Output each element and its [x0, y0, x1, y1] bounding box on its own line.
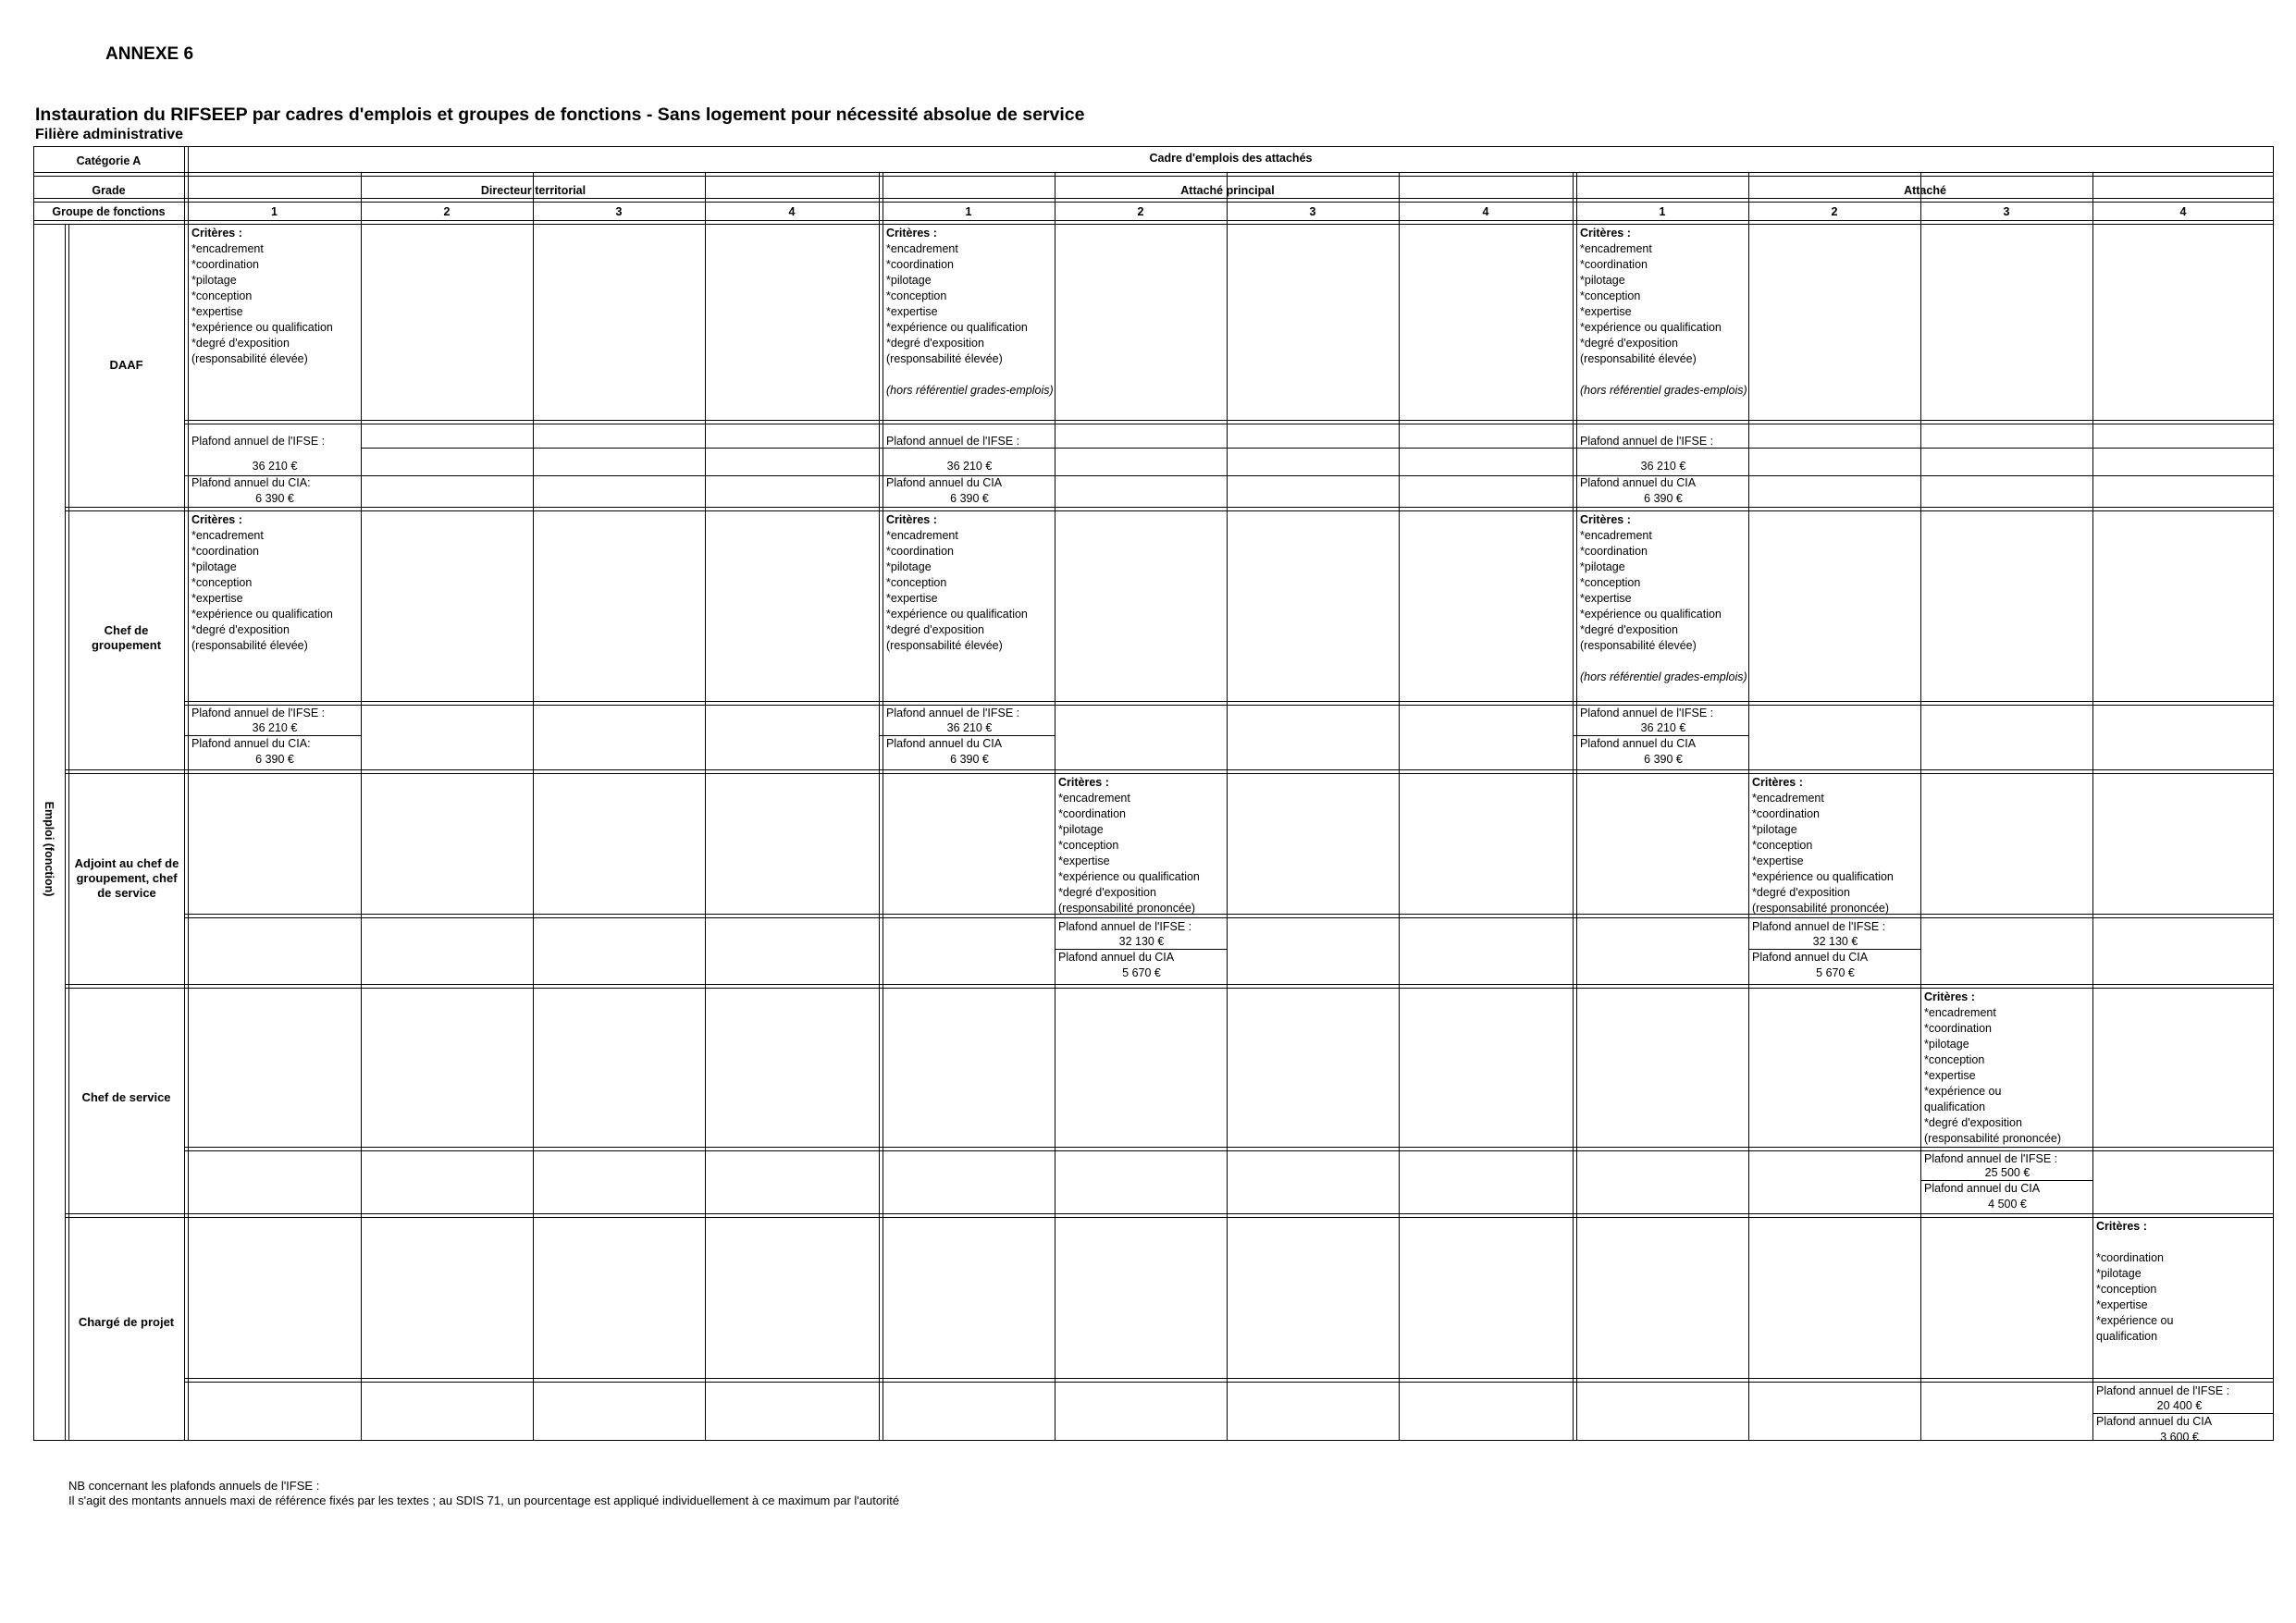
group-number: 4: [788, 205, 796, 218]
cia-amount: 4 500 €: [1988, 1198, 2027, 1211]
cadre-emplois-label: Cadre d'emplois des attachés: [1149, 152, 1313, 165]
ifse-amount: 36 210 €: [1640, 721, 1686, 734]
criteria-block: Critères : *encadrement *coordination *pilotage *conception *expertise *expérience ou qualification *degré d'exposition (responsabilité élevée) (hors référentiel grades-emplois): [886, 227, 1054, 397]
criteria-block: Critères : *encadrement *coordination *pilotage *conception *expertise *expérience ou qualification *degré d'exposition (responsabilité élevée) (hors référentiel grades-emplois): [1580, 227, 1747, 397]
ifse-label: Plafond annuel de l'IFSE :: [1924, 1152, 2058, 1165]
criteria-block: Critères : *coordination *pilotage *conception *expertise *expérience ou qualification: [2096, 1220, 2174, 1343]
cia-amount: 5 670 €: [1816, 966, 1855, 979]
row-label-chef-service: Chef de service: [81, 1090, 171, 1104]
cia-amount: 6 390 €: [255, 753, 294, 766]
ifse-amount: 36 210 €: [252, 460, 298, 473]
cia-amount: 5 670 €: [1122, 966, 1161, 979]
grade-attache-principal: Attaché principal: [1180, 184, 1275, 197]
grade-attache: Attaché: [1904, 184, 1946, 197]
group-number: 2: [1831, 205, 1838, 218]
cia-amount: 6 390 €: [950, 753, 989, 766]
group-number: 4: [2179, 205, 2187, 218]
categorie-label: Catégorie A: [76, 154, 142, 167]
group-number: 2: [1137, 205, 1144, 218]
row-label-charge-projet: Chargé de projet: [78, 1315, 175, 1329]
cia-label: Plafond annuel du CIA: [1580, 476, 1697, 489]
ifse-label: Plafond annuel de l'IFSE :: [191, 435, 326, 448]
criteria-block: Critères : *encadrement *coordination *pilotage *conception *expertise *expérience ou qualification *degré d'exposition (responsabilité prononcée): [1058, 776, 1200, 915]
ifse-amount: 20 400 €: [2156, 1399, 2203, 1412]
cia-label: Plafond annuel du CIA:: [191, 737, 311, 750]
cia-amount: 3 600 €: [2160, 1431, 2199, 1444]
cia-label: Plafond annuel du CIA: [1580, 737, 1697, 750]
group-number: 2: [443, 205, 451, 218]
document-title: Instauration du RIFSEEP par cadres d'emplois et groupes de fonctions - Sans logement pour nécessité absolue de service: [35, 105, 1085, 125]
cia-label: Plafond annuel du CIA: [886, 476, 1003, 489]
ifse-amount: 36 210 €: [946, 721, 993, 734]
group-number: 1: [965, 205, 972, 218]
footnote-title: NB concernant les plafonds annuels de l'IFSE :: [68, 1479, 320, 1493]
ifse-amount: 36 210 €: [1640, 460, 1686, 473]
row-label-chef-groupement: Chef de groupement: [91, 623, 162, 652]
groupe-label: Groupe de fonctions: [52, 205, 166, 218]
criteria-block: Critères : *encadrement *coordination *pilotage *conception *expertise *expérience ou qualification *degré d'exposition (responsabilité prononcée): [1924, 990, 2062, 1145]
criteria-block: Critères : *encadrement *coordination *pilotage *conception *expertise *expérience ou qualification *degré d'exposition (responsabilité élevée): [191, 227, 333, 365]
criteria-block: Critères : *encadrement *coordination *pilotage *conception *expertise *expérience ou qualification *degré d'exposition (responsabilité élevée): [191, 513, 333, 652]
ifse-label: Plafond annuel de l'IFSE :: [1580, 707, 1714, 719]
annexe-number: ANNEXE 6: [105, 44, 194, 64]
ifse-amount: 36 210 €: [252, 721, 298, 734]
cia-label: Plafond annuel du CIA: [886, 737, 1003, 750]
ifse-label: Plafond annuel de l'IFSE :: [886, 707, 1020, 719]
criteria-block: Critères : *encadrement *coordination *pilotage *conception *expertise *expérience ou qualification *degré d'exposition (responsabilité prononcée): [1752, 776, 1894, 915]
grade-directeur: Directeur territorial: [480, 184, 586, 197]
cia-amount: 6 390 €: [1644, 753, 1683, 766]
emploi-fonction-label: Emploi (fonction): [43, 801, 56, 897]
row-label-adjoint: Adjoint au chef de groupement, chef de service: [74, 856, 179, 900]
ifse-label: Plafond annuel de l'IFSE :: [886, 435, 1020, 448]
criteria-block: Critères : *encadrement *coordination *pilotage *conception *expertise *expérience ou qualification *degré d'exposition (responsabilité élevée): [886, 513, 1028, 652]
group-number: 1: [1659, 205, 1666, 218]
group-number: 3: [1309, 205, 1316, 218]
document-subtitle: Filière administrative: [35, 127, 184, 142]
group-number: 3: [615, 205, 623, 218]
ifse-label: Plafond annuel de l'IFSE :: [191, 707, 326, 719]
footnote-text: Il s'agit des montants annuels maxi de référence fixés par les textes ; au SDIS 71, un pourcentage est appliqué individuellement à ce maximum par l'autorité: [68, 1494, 900, 1507]
cia-amount: 6 390 €: [1644, 492, 1683, 505]
cia-label: Plafond annuel du CIA: [1058, 951, 1175, 964]
ifse-label: Plafond annuel de l'IFSE :: [1580, 435, 1714, 448]
ifse-amount: 25 500 €: [1984, 1166, 2031, 1179]
ifse-label: Plafond annuel de l'IFSE :: [1752, 920, 1886, 933]
cia-amount: 6 390 €: [255, 492, 294, 505]
ifse-label: Plafond annuel de l'IFSE :: [1058, 920, 1192, 933]
cia-label: Plafond annuel du CIA: [1752, 951, 1869, 964]
ifse-amount: 32 130 €: [1812, 935, 1858, 948]
cia-label: Plafond annuel du CIA: [1924, 1182, 2041, 1195]
ifse-amount: 32 130 €: [1118, 935, 1165, 948]
rifseep-table: [33, 146, 2274, 1444]
ifse-amount: 36 210 €: [946, 460, 993, 473]
cia-amount: 6 390 €: [950, 492, 989, 505]
group-number: 3: [2003, 205, 2010, 218]
row-label-daaf: DAAF: [109, 358, 143, 372]
cia-label: Plafond annuel du CIA:: [191, 476, 311, 489]
grade-label: Grade: [92, 184, 126, 197]
ifse-label: Plafond annuel de l'IFSE :: [2096, 1384, 2230, 1397]
cia-label: Plafond annuel du CIA: [2096, 1415, 2213, 1428]
group-number: 1: [271, 205, 278, 218]
criteria-block: Critères : *encadrement *coordination *pilotage *conception *expertise *expérience ou qualification *degré d'exposition (responsabilité élevée) (hors référentiel grades-emplois): [1580, 513, 1747, 683]
group-number: 4: [1482, 205, 1489, 218]
